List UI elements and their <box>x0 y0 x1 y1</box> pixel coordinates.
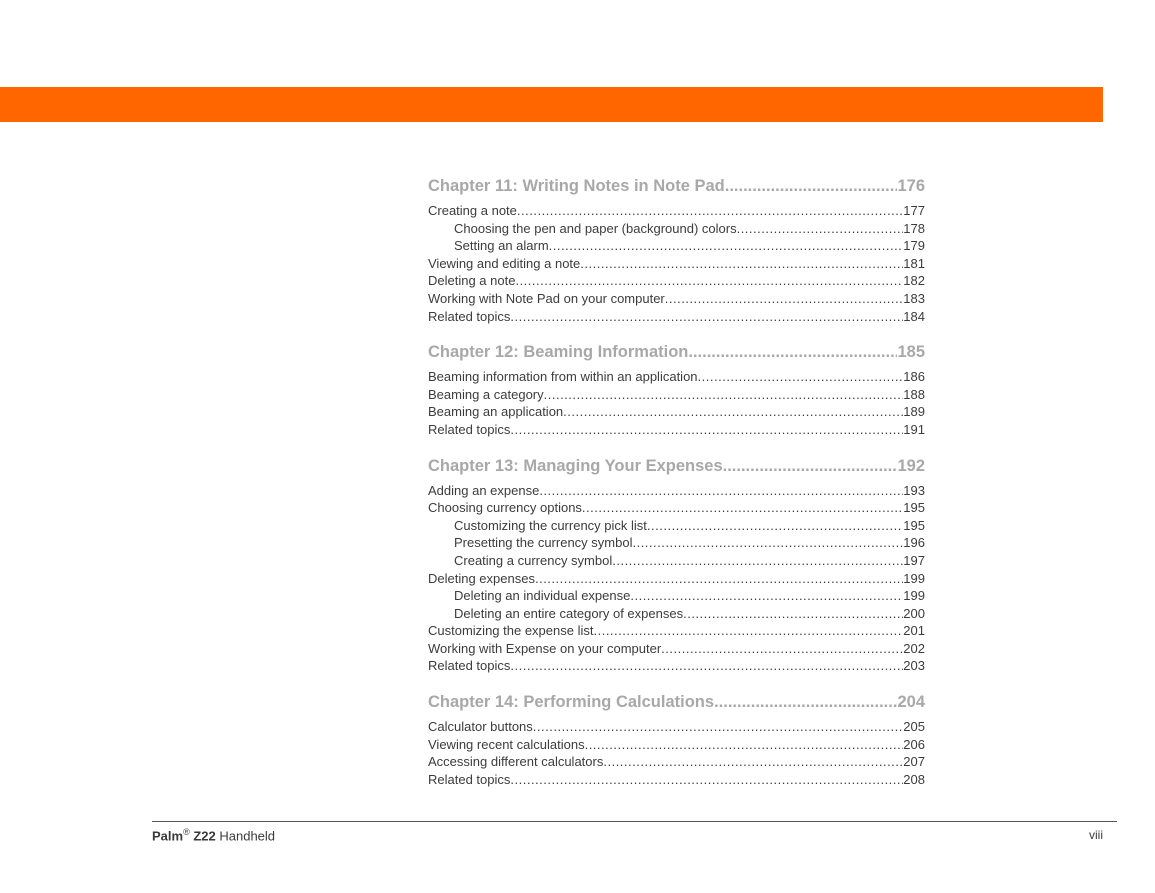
entry-page-number: 201 <box>903 623 925 639</box>
entry-title: Beaming an application <box>428 404 564 420</box>
entry-page-number: 197 <box>903 552 925 568</box>
leader-dots <box>533 718 904 736</box>
entry-page-number: 178 <box>903 220 925 236</box>
toc-entry-link[interactable] <box>428 736 925 754</box>
footer-product: Handheld <box>219 828 276 844</box>
toc-entry-link[interactable] <box>428 386 925 404</box>
toc-entry-link[interactable] <box>428 753 925 771</box>
entry-page-number: 188 <box>903 386 925 402</box>
toc-entry-link[interactable] <box>428 771 925 789</box>
footer-brand: Palm <box>152 828 184 844</box>
entry-page-number: 186 <box>903 369 925 385</box>
entry-page-number: 183 <box>903 290 925 306</box>
entry-page-number: 195 <box>903 517 925 533</box>
toc-entry-link[interactable] <box>428 272 925 290</box>
table-of-contents <box>428 177 925 806</box>
leader-dots <box>630 587 903 605</box>
chapter-title: Chapter 13: Managing Your Expenses <box>428 456 723 475</box>
entry-title: Customizing the expense list <box>428 623 594 639</box>
leader-dots <box>723 457 898 476</box>
toc-entry-link[interactable] <box>428 368 925 386</box>
registered-mark: ® <box>183 827 190 837</box>
toc-entry-link[interactable] <box>428 534 925 552</box>
entry-page-number: 199 <box>903 588 925 604</box>
entry-page-number: 200 <box>903 605 925 621</box>
toc-entry-link[interactable] <box>428 517 925 535</box>
entry-title: Deleting expenses <box>428 570 535 586</box>
entry-title: Setting an alarm <box>454 238 549 254</box>
entry-title: Working with Note Pad on your computer <box>428 290 665 306</box>
leader-dots <box>582 499 903 517</box>
toc-entry-link[interactable] <box>428 570 925 588</box>
chapter-block <box>428 693 925 788</box>
toc-entry-link[interactable] <box>428 499 925 517</box>
leader-dots <box>603 753 903 771</box>
entry-title: Deleting a note <box>428 273 516 289</box>
leader-dots <box>563 403 903 421</box>
entry-page-number: 177 <box>903 203 925 218</box>
entry-page-number: 207 <box>903 754 925 770</box>
toc-entry-link[interactable] <box>428 255 925 273</box>
entry-title: Deleting an entire category of expenses <box>454 605 684 621</box>
leader-dots <box>647 517 903 535</box>
entry-page-number: 202 <box>903 640 925 656</box>
entry-page-number: 196 <box>903 535 925 551</box>
entry-title: Related topics <box>428 658 511 674</box>
leader-dots <box>661 640 903 658</box>
leader-dots <box>698 368 904 386</box>
footer-model: Z22 <box>193 828 216 844</box>
chapter-block <box>428 457 925 676</box>
entry-title: Beaming information from within an application <box>428 369 698 385</box>
leader-dots <box>515 272 903 290</box>
entry-title: Deleting an individual expense <box>454 588 631 604</box>
toc-entry-link[interactable] <box>428 587 925 605</box>
chapter-title: Chapter 12: Beaming Information <box>428 343 689 362</box>
chapter-heading-link[interactable] <box>428 177 925 199</box>
leader-dots <box>683 605 903 623</box>
entry-title: Customizing the currency pick list <box>454 517 647 533</box>
toc-entry-link[interactable] <box>428 220 925 238</box>
entry-title: Related topics <box>428 421 511 437</box>
chapter-heading-link[interactable] <box>428 457 925 479</box>
leader-dots <box>510 771 903 789</box>
entry-page-number: 189 <box>903 404 925 420</box>
entry-title: Choosing the pen and paper (background) colors <box>454 220 737 236</box>
entry-title: Calculator buttons <box>428 719 533 735</box>
toc-entry-link[interactable] <box>428 421 925 439</box>
header-band <box>0 87 1103 122</box>
entry-page-number: 199 <box>903 570 925 586</box>
entry-title: Accessing different calculators <box>428 754 604 770</box>
chapter-page-number: 192 <box>897 456 925 475</box>
leader-dots <box>612 552 903 570</box>
toc-entry-link[interactable] <box>428 308 925 326</box>
entry-title: Related topics <box>428 771 511 787</box>
leader-dots <box>737 220 904 238</box>
leader-dots <box>510 657 903 675</box>
leader-dots <box>665 290 904 308</box>
chapter-heading-link[interactable] <box>428 343 925 365</box>
leader-dots <box>535 570 903 588</box>
entry-title: Viewing recent calculations <box>428 736 585 752</box>
toc-entry-link[interactable] <box>428 403 925 421</box>
leader-dots <box>544 386 904 404</box>
chapter-title: Chapter 11: Writing Notes in Note Pad <box>428 177 725 195</box>
leader-dots <box>585 736 904 754</box>
entry-page-number: 181 <box>903 255 925 271</box>
entry-page-number: 179 <box>903 238 925 254</box>
chapter-heading-link[interactable] <box>428 693 925 715</box>
entry-page-number: 191 <box>903 421 925 437</box>
leader-dots <box>593 622 903 640</box>
leader-dots <box>517 202 903 220</box>
chapter-page-number: 176 <box>897 177 925 195</box>
entry-page-number: 203 <box>903 658 925 674</box>
toc-entry-link[interactable] <box>428 622 925 640</box>
toc-entry-link[interactable] <box>428 202 925 220</box>
entry-title: Creating a currency symbol <box>454 552 613 568</box>
footer-divider <box>152 821 1117 822</box>
entry-title: Choosing currency options <box>428 500 582 516</box>
leader-dots <box>539 482 903 500</box>
leader-dots <box>714 693 897 712</box>
chapter-page-number: 204 <box>897 693 925 712</box>
entry-page-number: 205 <box>903 719 925 735</box>
entry-title: Related topics <box>428 308 511 324</box>
leader-dots <box>632 534 903 552</box>
entry-page-number: 195 <box>903 500 925 516</box>
entry-title: Viewing and editing a note <box>428 255 581 271</box>
chapter-page-number: 185 <box>897 343 925 362</box>
entry-page-number: 208 <box>903 771 925 787</box>
toc-entry-link[interactable] <box>428 482 925 500</box>
leader-dots <box>580 255 903 273</box>
toc-entry-link[interactable] <box>428 552 925 570</box>
footer-product-name <box>152 827 275 843</box>
chapter-block <box>428 343 925 438</box>
toc-entry-link[interactable] <box>428 718 925 736</box>
entry-title: Adding an expense <box>428 482 540 498</box>
toc-entry-link[interactable] <box>428 237 925 255</box>
toc-entry-link[interactable] <box>428 605 925 623</box>
entry-page-number: 182 <box>903 273 925 289</box>
toc-entry-link[interactable] <box>428 640 925 658</box>
leader-dots <box>510 308 903 326</box>
entry-page-number: 206 <box>903 736 925 752</box>
toc-entry-link[interactable] <box>428 657 925 675</box>
leader-dots <box>510 421 903 439</box>
entry-page-number: 184 <box>903 308 925 324</box>
chapter-block <box>428 177 925 325</box>
chapter-title: Chapter 14: Performing Calculations <box>428 693 715 712</box>
entry-title: Working with Expense on your computer <box>428 640 662 656</box>
entry-title: Beaming a category <box>428 386 544 402</box>
leader-dots <box>725 177 898 196</box>
entry-title: Presetting the currency symbol <box>454 535 633 551</box>
leader-dots <box>688 343 897 362</box>
entry-page-number: 193 <box>903 482 925 498</box>
leader-dots <box>549 237 904 255</box>
entry-title: Creating a note <box>428 203 517 218</box>
toc-entry-link[interactable] <box>428 290 925 308</box>
page-number: viii <box>1089 828 1103 842</box>
